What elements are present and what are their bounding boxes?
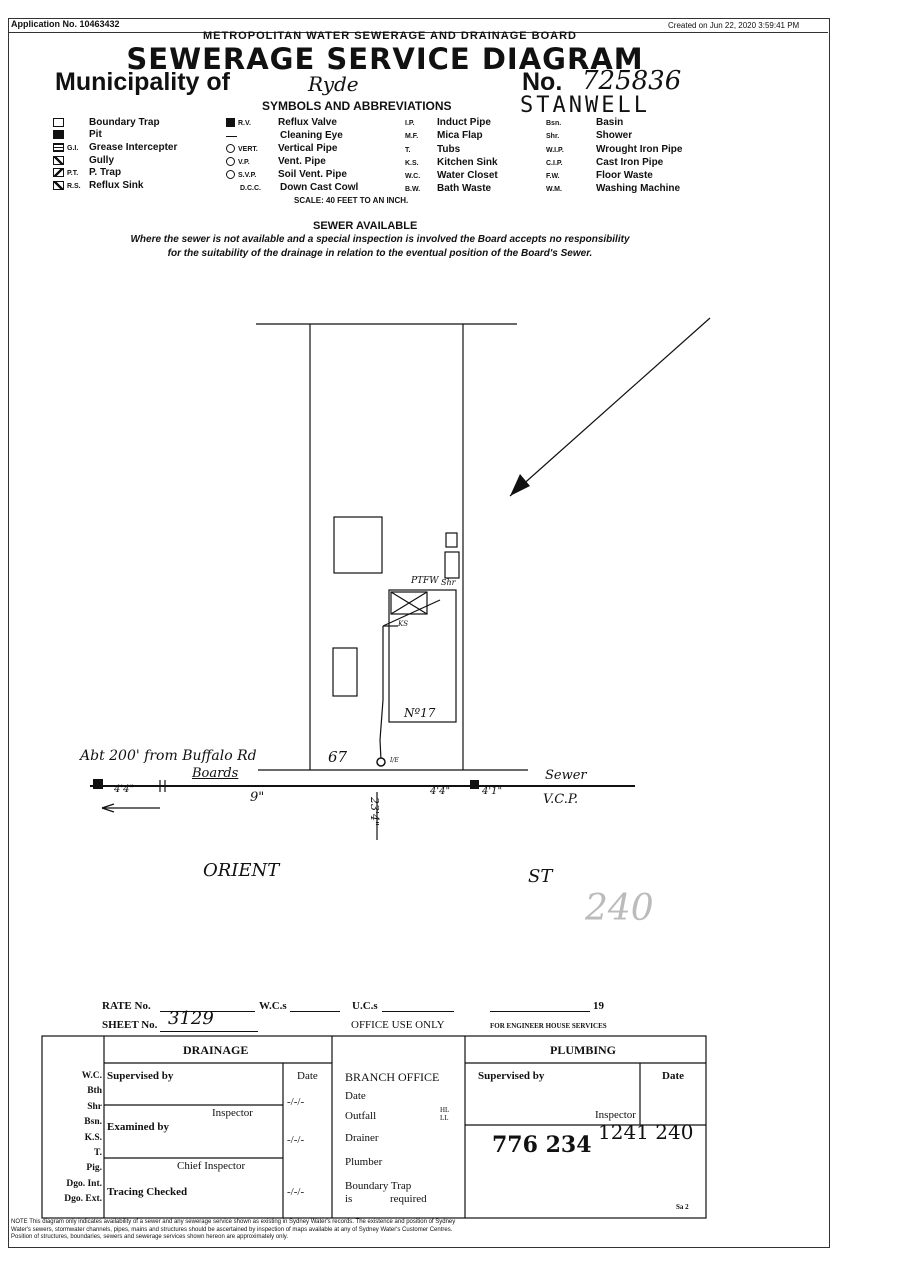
engineer-label: FOR ENGINEER HOUSE SERVICES <box>490 1022 607 1030</box>
sheet-label: SHEET No. <box>102 1019 158 1031</box>
date-blank: -/-/- <box>287 1096 305 1108</box>
symbol-label: Gully <box>89 154 115 166</box>
symbol-label: Kitchen Sink <box>437 156 498 168</box>
symbol-label: Vent. Pipe <box>278 155 326 167</box>
symbol-label: Tubs <box>437 143 461 155</box>
dimension-left: 4'4" <box>114 784 135 795</box>
branch-date-label: Date <box>345 1090 366 1102</box>
symbol-label: Mica Flap <box>437 130 483 142</box>
examined-by-label: Examined by <box>107 1121 170 1133</box>
boundary-trap-is: is <box>345 1193 353 1205</box>
municipality-value: Ryde <box>308 72 359 96</box>
symbol-label: P. Trap <box>89 167 122 179</box>
symbol-label: Shower <box>596 130 633 142</box>
municipality-label: Municipality of <box>55 68 230 96</box>
symbol-label: Down Cast Cowl <box>280 182 359 194</box>
symbol-label: Water Closet <box>437 170 498 182</box>
year-label: 19 <box>593 1000 604 1012</box>
fixture-item: Pig. <box>86 1163 102 1174</box>
symbol-label: Soil Vent. Pipe <box>278 169 347 181</box>
symbol-label: Boundary Trap <box>89 117 160 128</box>
symbol-label: Wrought Iron Pipe <box>596 143 683 155</box>
sheet-value: 3129 <box>168 1008 214 1029</box>
symbol-abbr: S.V.P. <box>238 172 257 180</box>
supervised-by-label: Supervised by <box>107 1070 174 1082</box>
dimension-44: 4'4" <box>430 786 451 797</box>
drainer-label: Drainer <box>345 1132 379 1144</box>
plumbing-supervised-label: Supervised by <box>478 1070 545 1082</box>
symbol-label: Pit <box>89 129 102 141</box>
symbol-abbr: M.F. <box>405 133 419 141</box>
symbol-abbr: R.V. <box>238 120 251 127</box>
symbols-heading: SYMBOLS AND ABBREVIATIONS <box>262 99 452 113</box>
outfall-label: Outfall <box>345 1110 377 1122</box>
symbol-label: Vertical Pipe <box>278 142 338 154</box>
stamp-number: 776 234 <box>492 1132 592 1158</box>
symbol-abbr: W.I.P. <box>546 146 564 154</box>
street-orient-label: ORIENT <box>203 860 280 881</box>
symbol-label: Cleaning Eye <box>280 130 343 142</box>
boards-label: Boards <box>192 766 239 781</box>
symbol-label: Reflux Sink <box>89 180 144 192</box>
symbol-abbr: T. <box>405 146 411 154</box>
shower-label: Shr <box>441 578 456 587</box>
symbol-abbr: Bsn. <box>546 120 562 127</box>
house-number: 67 <box>328 748 348 766</box>
symbol-abbr: W.M. <box>546 186 562 194</box>
boundary-trap-label: Boundary Trap <box>345 1180 412 1192</box>
form-code: Sa 2 <box>676 1203 689 1211</box>
symbol-abbr: C.I.P. <box>546 159 563 167</box>
kitchen-sink-label: KS <box>398 620 409 628</box>
fixture-item: Shr <box>87 1101 102 1112</box>
fixture-item: Bsn. <box>84 1117 102 1128</box>
sewer-available-heading: SEWER AVAILABLE <box>313 220 418 232</box>
chief-inspector-label: Chief Inspector <box>177 1160 246 1172</box>
pipe-type-label: V.C.P. <box>543 792 579 807</box>
street-name: STANWELL <box>520 93 650 118</box>
disclaimer-line-1: Where the sewer is not available and a special inspection is involved the Board accepts no responsibility <box>130 234 630 245</box>
dimension-41: 4'1" <box>482 786 503 797</box>
fixture-item: W.C. <box>81 1071 102 1081</box>
symbol-abbr: G.I. <box>67 144 79 152</box>
branch-office-heading: BRANCH OFFICE <box>345 1070 440 1084</box>
fixture-item: Dgo. Ext. <box>64 1194 102 1205</box>
symbol-abbr: VERT. <box>238 145 258 153</box>
symbol-abbr: I.P. <box>405 120 415 127</box>
inspection-label: I/E <box>390 757 399 764</box>
symbol-label: Basin <box>596 117 624 128</box>
created-timestamp: Created on Jun 22, 2020 3:59:41 PM <box>668 21 800 30</box>
symbol-abbr: P.T. <box>67 170 79 178</box>
symbol-label: Cast Iron Pipe <box>596 156 664 168</box>
symbol-abbr: D.C.C. <box>240 185 261 193</box>
symbol-label: Grease Intercepter <box>89 141 178 153</box>
office-use-label: OFFICE USE ONLY <box>351 1019 445 1031</box>
fixture-item: T. <box>93 1148 102 1159</box>
symbol-label: Washing Machine <box>596 183 681 195</box>
lot-label: Nº17 <box>404 706 436 720</box>
board-name: METROPOLITAN WATER SEWERAGE AND DRAINAGE BOARD <box>203 30 577 42</box>
sewer-label: Sewer <box>545 768 587 783</box>
symbol-label: Bath Waste <box>437 183 492 195</box>
footer-note: NOTE This diagram only indicates availability of a sewer and any sewerage service shown as existing in Sydney Water's records. The existence and position of Sydney Water's sewers, stormwater channels, pipes, mains and structures should be ascertained by inspection of maps available at any of Sydney Water's Customer Centres. Position of structures, boundaries, sewers and sewerage services shown hereon are approximately only. <box>11 1219 456 1240</box>
ll-label: LL <box>440 1114 449 1122</box>
ptfw-label: PTFW <box>411 576 439 586</box>
symbol-label: Induct Pipe <box>437 117 491 128</box>
required-label: required <box>390 1193 427 1205</box>
fixtures-list <box>44 1069 102 1208</box>
page-title: SEWERAGE SERVICE DIAGRAM <box>126 42 644 76</box>
inspector-label: Inspector <box>212 1107 253 1119</box>
date-blank: -/-/- <box>287 1186 305 1198</box>
street-st-label: ST <box>528 866 553 887</box>
symbol-abbr: B.W. <box>405 186 421 194</box>
tracing-checked-label: Tracing Checked <box>107 1186 188 1198</box>
symbol-label: Reflux Valve <box>278 117 337 128</box>
plumbing-date-heading: Date <box>662 1070 684 1082</box>
symbol-abbr: Shr. <box>546 133 560 141</box>
stamp-number-2: 1241 240 <box>598 1120 694 1144</box>
symbol-abbr: V.P. <box>238 158 250 166</box>
plumber-label: Plumber <box>345 1156 383 1168</box>
pencil-mark: 240 <box>585 888 654 929</box>
hl-label: HL <box>440 1106 450 1114</box>
wcs-label: W.C.s <box>259 1000 287 1012</box>
diagram-number-label: No. <box>522 68 563 96</box>
date-blank: -/-/- <box>287 1134 305 1146</box>
fixture-item: Bth <box>87 1086 102 1097</box>
drainage-heading: DRAINAGE <box>183 1043 249 1057</box>
symbol-label: Floor Waste <box>596 170 653 182</box>
plumbing-heading: PLUMBING <box>550 1043 616 1057</box>
disclaimer-line-2: for the suitability of the drainage in relation to the eventual position of the Board's Sewer. <box>167 248 593 259</box>
distance-note: Abt 200' from Buffalo Rd <box>80 748 257 764</box>
plumbing-inspector-label: Inspector <box>595 1109 636 1121</box>
rate-label: RATE No. <box>102 1000 151 1012</box>
symbol-abbr: K.S. <box>405 159 419 167</box>
date-heading: Date <box>297 1070 318 1082</box>
application-number: Application No. 10463432 <box>11 19 120 29</box>
depth-label: 23'4" <box>368 796 382 827</box>
ucs-label: U.C.s <box>352 1000 378 1012</box>
scale-note: SCALE: 40 FEET TO AN INCH. <box>294 196 409 205</box>
symbol-abbr: R.S. <box>67 183 81 191</box>
fixture-item: K.S. <box>84 1132 102 1143</box>
diagram-number-value: 725836 <box>582 66 682 96</box>
symbol-abbr: W.C. <box>405 173 421 181</box>
dimension-9: 9" <box>250 790 265 805</box>
symbol-abbr: F.W. <box>546 173 560 181</box>
fixture-item: Dgo. Int. <box>66 1178 102 1189</box>
